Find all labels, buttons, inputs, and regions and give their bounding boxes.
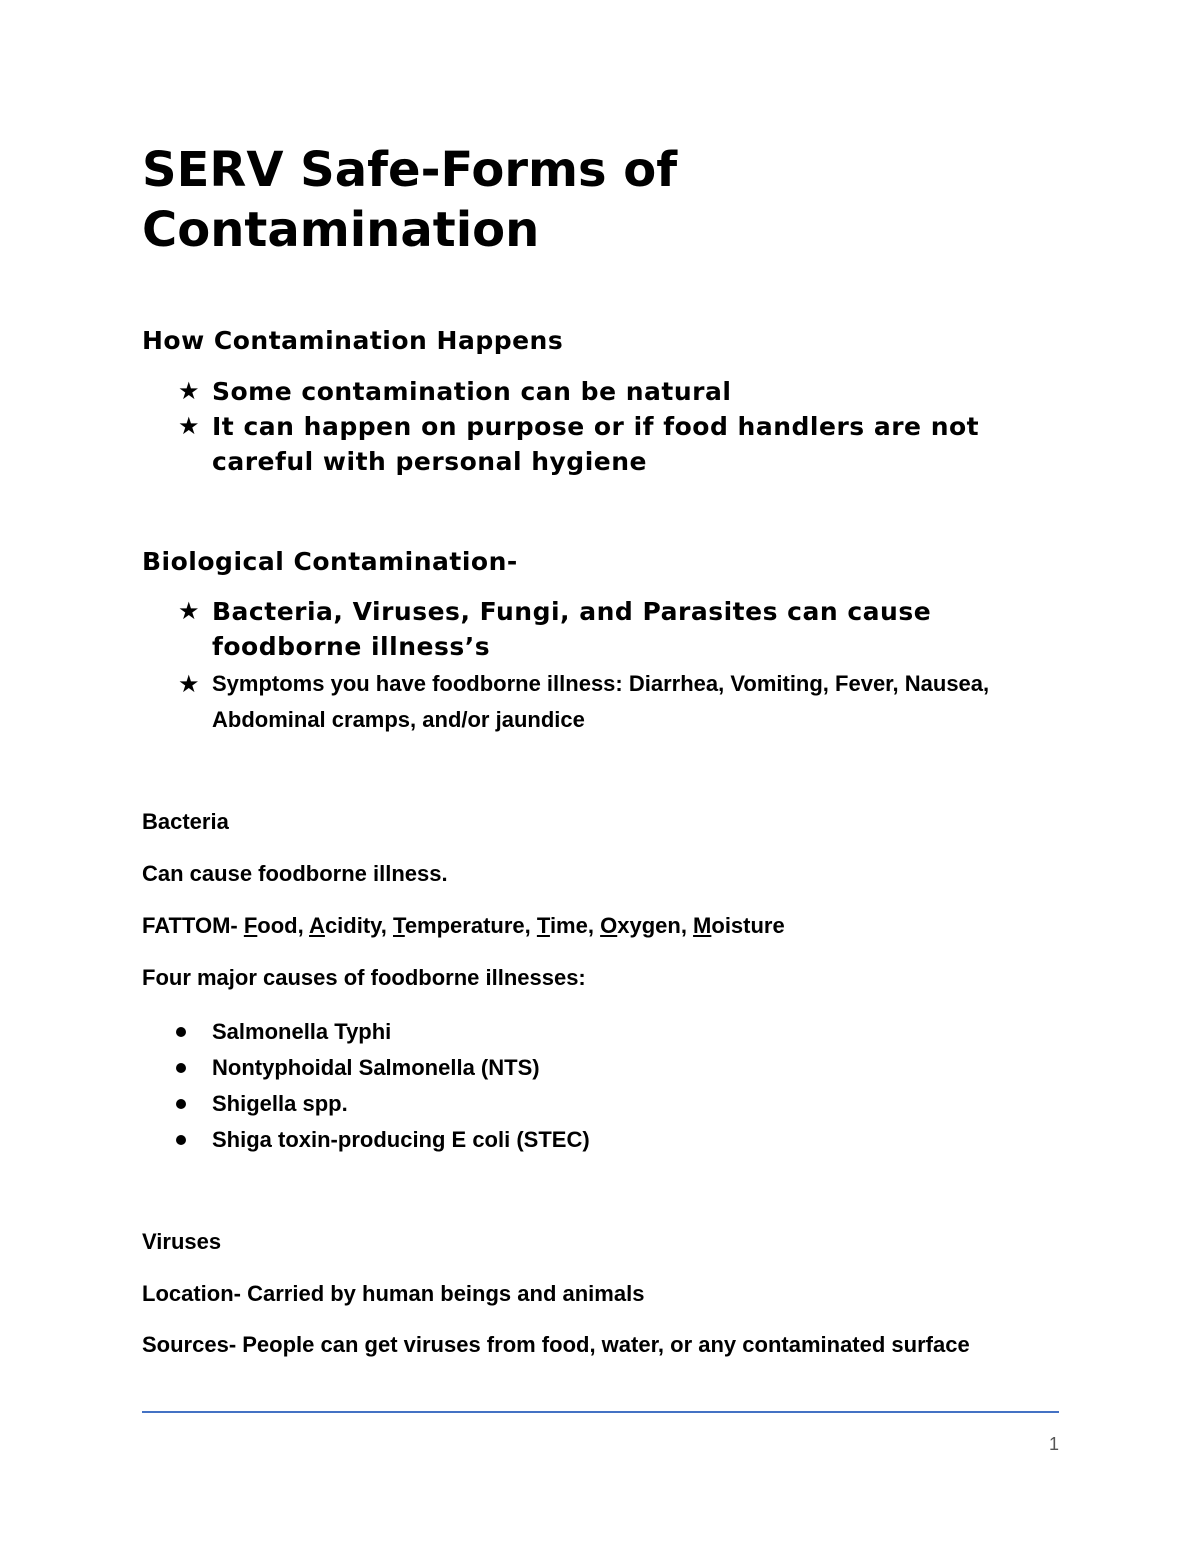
viruses-sources: Sources- People can get viruses from food, water, or any contaminated surface — [142, 1332, 970, 1357]
list-item: ★ It can happen on purpose or if food handlers are not careful with personal hygiene — [142, 409, 1062, 479]
viruses-location: Location- Carried by human beings and animals — [142, 1281, 645, 1306]
star-bullet-icon: ★ — [178, 377, 201, 405]
list-item: Shigella spp. — [142, 1086, 590, 1122]
fattom-line: FATTOM- Food, Acidity, Temperature, Time, Oxygen, Moisture — [142, 913, 785, 938]
footer-divider — [142, 1411, 1059, 1413]
list-item: Salmonella Typhi — [142, 1014, 590, 1050]
bullet-dot-icon — [176, 1063, 186, 1073]
bullet-dot-icon — [176, 1135, 186, 1145]
list-item: Shiga toxin-producing E coli (STEC) — [142, 1122, 590, 1158]
list-item: ★ Symptoms you have foodborne illness: Diarrhea, Vomiting, Fever, Nausea, Abdominal cramps, and/or jaundice — [142, 666, 1062, 738]
heading-bacteria: Bacteria — [142, 809, 229, 834]
document-title: SERV Safe-Forms of Contamination — [142, 142, 678, 258]
star-bullet-icon: ★ — [178, 412, 201, 440]
heading-biological-contamination: Biological Contamination- — [142, 547, 518, 576]
causes-heading: Four major causes of foodborne illnesses: — [142, 965, 586, 990]
how-contamination-list — [142, 374, 1062, 479]
causes-list — [142, 1014, 590, 1158]
star-bullet-icon: ★ — [178, 670, 200, 698]
star-bullet-icon: ★ — [178, 597, 201, 625]
bullet-dot-icon — [176, 1099, 186, 1109]
heading-viruses: Viruses — [142, 1229, 222, 1254]
biological-contamination-list — [142, 594, 1062, 738]
list-item: ★ Some contamination can be natural — [142, 374, 1062, 409]
list-item: ★ Bacteria, Viruses, Fungi, and Parasites can cause foodborne illness’s — [142, 594, 1062, 664]
list-item: Nontyphoidal Salmonella (NTS) — [142, 1050, 590, 1086]
heading-how-contamination: How Contamination Happens — [142, 326, 564, 355]
bullet-dot-icon — [176, 1027, 186, 1037]
page-number: 1 — [1048, 1434, 1059, 1454]
bacteria-description: Can cause foodborne illness. — [142, 861, 448, 886]
